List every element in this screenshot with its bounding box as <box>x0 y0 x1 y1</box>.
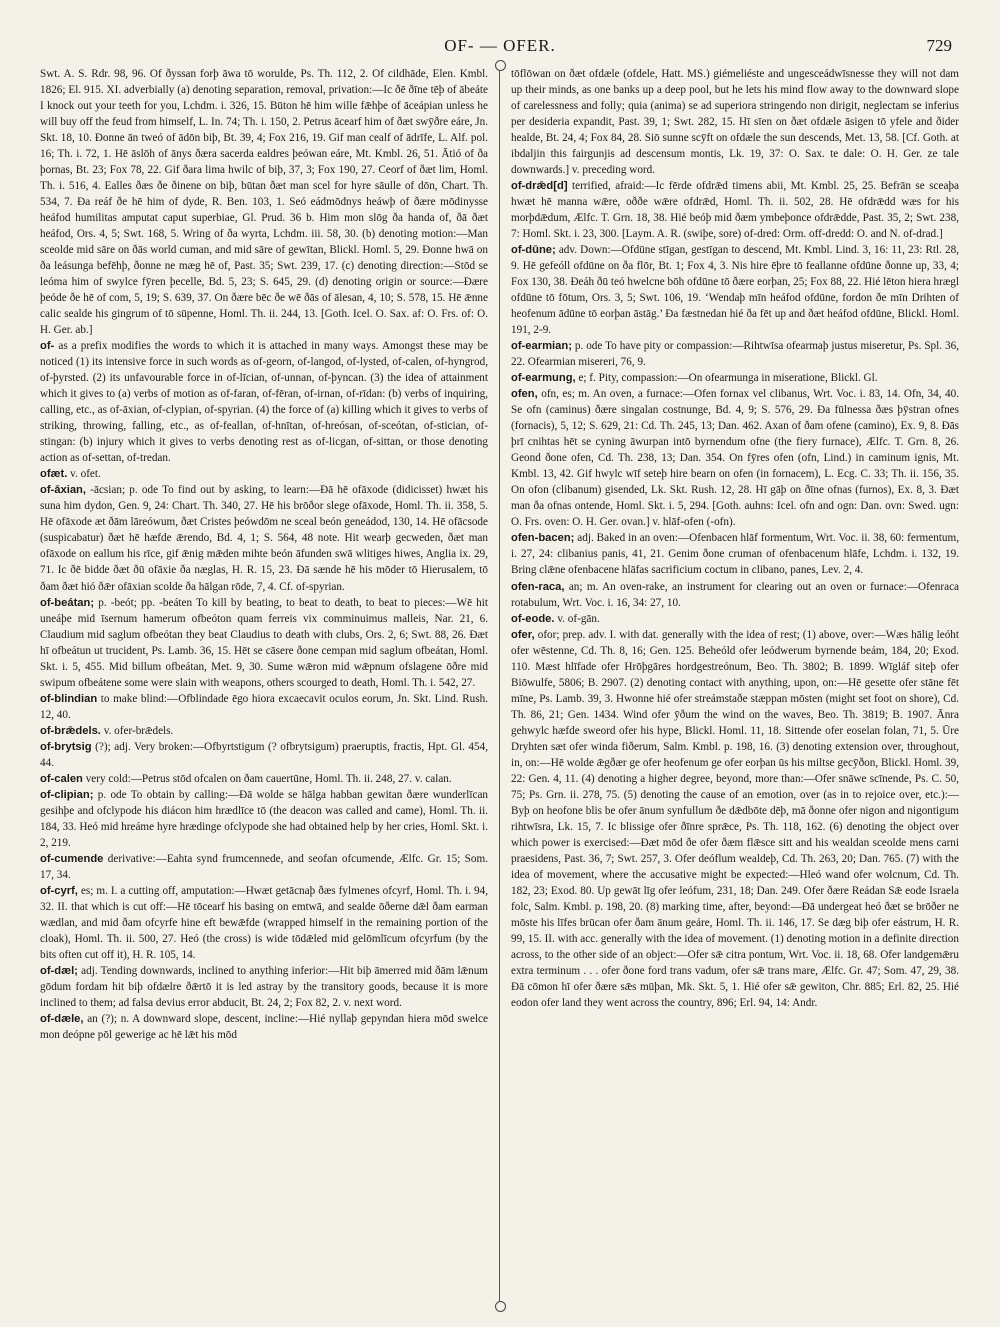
entry-headword: ofen, <box>511 388 538 401</box>
dictionary-entry <box>511 579 959 611</box>
entry-definition: as a prefix modifies the words to which it is attached in many ways. Amongst these may be noticed (1) its intensive force in such words as of-georn, of-langod, of-lysted, of-calen, of-hyngrod, of-þyrsted. (2) its unfavourable force in of-līcian, of-unnan, of-þyncan. (3) the idea of attainment which it gives to (a) verbs of motion as of-faran, of-fēran, of-irnan, of-rīdan: (b) verbs of inquiring, calling, etc., as of-āxian, of-clypian, of-spyrian. (4) the force of (a) killing which it gives to verbs of striking, throwing, falling, etc., as of-feallan, of-hnītan, of-hreósan, of-sceótan, of-stician, of-stingan: (b) injury which it gives to verbs denoting rest as of-licgan, of-sittan, or those denoting action as of-settan, of-tredan. <box>40 340 488 465</box>
entry-definition: an; m. An oven-rake, an instrument for clearing out an oven or furnace:—Ofenraca rotabulum, Wrt. Voc. i. 16, 34: 27, 10. <box>511 580 959 609</box>
dictionary-entry <box>40 787 488 851</box>
dictionary-entry <box>40 739 488 771</box>
entry-headword: of-eode. <box>511 612 555 625</box>
entry-headword: of-cyrf, <box>40 884 78 897</box>
entry-definition: terrified, afraid:—Ic fērde ofdrǣd timens abii, Mt. Kmbl. 25, 25. Befrān se sceaþa hwæt hē manna wǣre, oððe wǣre ofdrǣd, Homl. Th. ii. 502, 28. Hē ofdrǣdd wæs for his morþdǣdum, Ælfc. T. Grn. 18, 38. Hié beóþ mid ðæm ymbeþonce ofdrǣdde, Past. 35, 2; Swt. 238, 7: Homl. Skt. i. 23, 300. [Laym. A. R. (swiþe, sore) of-dred: Orm. off-dredd: O. and N. of-drad.] <box>511 180 959 241</box>
entry-headword: of-drǣd[d] <box>511 180 568 193</box>
dictionary-entry <box>40 66 488 338</box>
dictionary-entry <box>40 883 488 963</box>
entry-definition: p. ode To obtain by calling:—Ðā wolde se hālga habban gewitan ðære wunderlīcan gesihþe and ofclypode his diácon him hrædlīce tō (the deacon was called and came), Homl. Th. ii. 184, 33. Heó mid hreáme hyre hrædinge ofclypode she had obtained help by her cries, Homl. Skt. i. 2, 219. <box>40 788 488 849</box>
entry-headword: of-earmung, <box>511 372 576 385</box>
entry-headword: of-cumende <box>40 852 104 865</box>
entry-headword: ofer, <box>511 628 535 641</box>
dictionary-entry <box>511 611 959 627</box>
entry-definition: to make blind:—Ofblindade ēgo hiora excaecavit oculos eorum, Jn. Skt. Lind. Rush. 12, 40. <box>40 692 489 721</box>
dictionary-entry <box>40 595 488 691</box>
entry-definition: ofor; prep. adv. I. with dat. generally with the idea of rest; (1) above, over:—Wæs hālig leóht ofer wēstenne, Cd. Th. 8, 16; Gen. 125. Beheóld ofer leódwerum byrnende beám, 184, 20; Exod. 110. Mæst hlīfade ofer Hrōþgāres hordgestreónum, Beo. Th. 3802; B. 1899. Wīgláf siteþ ofer Biōwulfe, 5806; B. 2907. (2) denoting contact with anything, upon, on:—Hē gesette ofer stāne fēt mīne, Ps. Lamb. 39, 3. Hwonne hié ofer streámstaðe stæppan mōsten (might set foot on shore), Cd. Th. 86, 21; Gen. 1434. Wind ofer ȳðum the wind on the waves, Beo. Th. 3819; B. 1907. Ānra gehwylc hæfde sweord ofer his hype, Blickl. Homl. 11, 18. Sittende ofer eoselan folan, 71, 5. Ūre Dryhten sæt ofer winda fiðerum, Salm. Kmbl. p. 198, 16. (3) denoting extension over, throughout, in, on:—Hē wolde ǣgðær ge ofer heofenum ge ofer eorþan ūs his miltse gecȳðon, Blickl. Homl. 39, 22: Gen. 4, 11. (4) denoting a higher degree, beyond, more than:—Ofer snāwe scīnende, Ps. C. 50, 75; Ps. Grn. ii. 278, 75. (5) denoting the cause of an emotion, over (as in to rejoice over, etc.):—Byþ on heofone blis be ofer ānum synfullum ðe dǣdbōte dēþ, mā ðonne ofer nigon and nigontigum rihtwīsra, Lk. 15, 7. Ic blissige ofer ðīnre sprǣce, Ps. Th. 118, 162. (6) denoting the object over which power is exercised:—Ðæt mōd ðe ofer ðæm flǣsce sitt and his wealdan sceolde mens carni praesidens, Past. 36, 7; Swt. 257, 3. Ofer deóflum wealdeþ, Cd. Th. 263, 20; Dan. 765. (7) with the idea of movement, where the accusative might be expected:—Hleó wand ofer wolcnum, Cd. Th. 182, 23; Exod. 80. Up gewāt līg ofer leófum, 231, 18; Dan. 249. Ofer ðære Reádan Sǣ eode Israela folc, Salm. Kmbl. p. 198, 20. (8) marking time, after, beyond:—Ðā undergeat heó ðæt se brōðer ne mōste his līfes brūcan ofer ðam ānum geáre, Homl. Th. ii. 146, 17. Se dæg biþ ofer eástrum, H. R. 99, 15. II. with acc. generally with the idea of movement. (1) denoting motion in a definite direction across, to the other side of an object:—Ofer sǣ citra pontum, Wrt. Voc. ii. 18, 68. Ofer landgemǣru extra terminum . . . ofer ðone ford trans vadum, ofer sǣ trans mare, Ælfc. Gr. 47; Som. 47, 29, 38. Ðā cōmon hī ofer ðære sǣs mūþan, Mk. Skt. 5, 1. Hié ofer sǣ gewiton, Chr. 885; Erl. 82, 25. Hié eodon ofer land they went across the country, 896; Erl. 94, 14: Andr. <box>511 628 959 1009</box>
entry-headword: of-brǣdels. <box>40 724 101 737</box>
dictionary-entry <box>40 482 488 594</box>
entry-definition: adv. Down:—Ofdūne stīgan, gestīgan to descend, Mt. Kmbl. Lind. 3, 16: 11, 23: Rtl. 28, 9. Hē gefeóll ofdūne on ða flōr, Bt. 1; Fox 4, 3. Nis hire ēþre tō feallanne ofdūne ðonne up, 33, 4; Fox 130, 38. Ðeáh ðū teó hwelcne bōh ofdūne tō ðære eorþan, 25; Fox 88, 22. Hié lēton hiera hrægl ofdūne tō fōtum, Ors. 3, 5; Swt. 106, 19. ‘Wendaþ mīn heáfod ofdūne, fordon ðe mīn Drihten of heofenum ādūne tō eorþan āstāg.’ Ða fæstnedan hié ða fēt up and ðæt heáfod ofdūne, Blickl. Homl. 191, 2-9. <box>511 244 959 337</box>
dictionary-entry <box>40 963 488 1011</box>
entry-definition: es; m. I. a cutting off, amputation:—Hwæt getācnaþ ðæs fylmenes ofcyrf, Homl. Th. i. 94, 32. II. that which is cut off:—Hē tōcearf his basing on emtwā, and sealde ōðerne dǣl ðam earman wædlan, and mid ðam ofcyrfe hine eft bewǣfde (wrapped himself in the remaining portion of the cloak), Homl. Th. ii. 500, 27. Heó (the cross) is wide tōdǣled mid gelōmlīcum ofcyrfum (by the bits often cut off it), H. R. 105, 14. <box>40 884 488 961</box>
entry-headword: of-āxian, <box>40 484 87 497</box>
dictionary-entry <box>511 178 959 242</box>
dictionary-entry <box>511 627 959 1011</box>
entry-headword: of-dæl; <box>40 964 78 977</box>
entry-headword: of-calen <box>40 772 83 785</box>
dictionary-entry <box>40 1011 488 1043</box>
entry-definition: very cold:—Petrus stōd ofcalen on ðam cauertūne, Homl. Th. ii. 248, 27. v. calan. <box>85 772 452 785</box>
entry-headword: ofen-bacen; <box>511 532 575 545</box>
dictionary-columns <box>40 66 960 1306</box>
entry-headword: ofen-raca, <box>511 580 565 593</box>
dictionary-entry <box>511 386 959 530</box>
dictionary-entry <box>511 530 959 578</box>
dictionary-entry <box>40 338 488 466</box>
entry-headword: of-beátan; <box>40 596 95 609</box>
running-head: OF- — OFER. <box>444 36 556 55</box>
entry-definition: adj. Baked in an oven:—Ofenbacen hlāf formentum, Wrt. Voc. ii. 38, 60: fermentum, i. 27, 24: clibanius panis, 41, 21. Genim ðone cruman of ofenbacenum hlāfe, Lchdm. i. 132, 19. Bring clǣne ofenbacene hlāfas sacrificium coctum in clibano, panes, Lev. 2, 4. <box>511 532 959 577</box>
dictionary-entry <box>511 66 959 178</box>
entry-definition: v. ofer-brǣdels. <box>103 724 174 737</box>
entry-definition: (?); adj. Very broken:—Ofbyrtstigum (? ofbrytsigum) praeruptis, fractis, Hpt. Gl. 454, 44. <box>40 740 488 769</box>
entry-definition: -ācsian; p. ode To find out by asking, to learn:—Ðā hē ofāxode (didicisset) hwæt his suna him dydon, Gen. 9, 24: Chart. Th. 340, 27. Hē his brōðor slege ofāxode, Homl. Th. ii. 358, 5. Hē ofāxode æt ðām lāreówum, ðæt Cristes þeówdōm ne sceal beón geneádod, 130, 14. Hē ofācsode (suspicabatur) ðæt hē hæfde ǣrendo, Bd. 4, 1; S. 564, 48 note. Hit wearþ gecweden, ðæt man ofāxode on eallum his rīce, gif ǣnig mǣden mihte beón āfunden swā wlitiges hiwes, Anglia ix. 29, 71. Ic ðē bidde ðæt ðū ofāxie ða næglas, H. R. 15, 23. Ðā sænde hē his mōder tō Hierusalem, tō ðam ðæt hió ðǣr ofāxian scolde ða hālgan rōde, 7, 4. Cf. of-spyrian. <box>40 484 488 593</box>
entry-definition: p. ode To have pity or compassion:—Rihtwīsa ofearmaþ justus miseretur, Ps. Spl. 36, 22. Ofearmian misereri, 76, 9. <box>511 340 959 369</box>
entry-headword: of-brytsig <box>40 740 92 753</box>
entry-definition: adj. Tending downwards, inclined to anything inferior:—Hit biþ āmerred mid ðām lǣnum gōdum fordam hit biþ ofdælre ðǣrtō it is led astray by the transitory goods, because it is more inclined to them; ad falsa devius error abducit, Bt. 24, 2; Fox 82, 2. v. next word. <box>40 964 489 1009</box>
entry-headword: of-dæle, <box>40 1012 84 1025</box>
entry-headword: of-blindian <box>40 692 98 705</box>
entry-definition: v. ofet. <box>70 468 101 481</box>
entry-headword: of-earmian; <box>511 340 572 353</box>
entry-headword: ofæt. <box>40 468 68 481</box>
entry-headword: of-dūne; <box>511 244 556 257</box>
right-column <box>500 66 959 1306</box>
dictionary-entry <box>511 370 959 386</box>
page-number: 729 <box>926 36 952 55</box>
entry-definition: v. of-gān. <box>557 612 600 625</box>
entry-headword: of-clipian; <box>40 788 94 801</box>
entry-definition: ofn, es; m. An oven, a furnace:—Ofen fornax vel clibanus, Wrt. Voc. i. 83, 14. Ofn, 34, 40. Se ofn (caminus) ðære singalan costnunge, Bd. 4, 9; S. 576, 29. Ða fūlnessa ðæs þȳstran ofnes (fornacis), 5, 12; S. 629, 21: Cd. Th. 245, 13; Dan. 462. Axan of ðam ofene (camino), Ex. 9, 8. Ðās þrī cnihtas hēt se cyning āwurpan intō byrnendum ofne (the fiery furnace), Ælfc. T. Grn. 8, 26. Geond ðone ofen, Cd. Th. 238, 13; Dan. 354. On fȳres ofen (ofn, Lind.) in caminum ignis, Mt. Kmbl. 13, 42. Gif hwylc wīf seteþ hire bearn on ofen (in fornacem), L. Ecg. C. 33; Th. ii. 156, 35. On ofon (clibanum) gisended, Lk. Skt. Rush. 12, 28. Hī gāþ on ðīne ofnas (furnos), Ex. 8, 3. Ðæt man ða ofnas ontende, Homl. Skt. i. 5, 294. [Goth. auhns: Icel. ofn and ogn: Dan. ovn: Swed. ugn: O. Frs. oven: O. H. Ger. ovan.] v. hlāf-ofen (-ofn). <box>511 388 959 529</box>
entry-headword: of- <box>40 340 55 353</box>
entry-definition: an (?); n. A downward slope, descent, incline:—Hié nyllaþ gepyndan hiera mōd swelce mon deópne pōl gewerige ac hē lǣt his mōd <box>40 1012 488 1041</box>
dictionary-entry <box>40 851 488 883</box>
dictionary-entry <box>40 691 488 723</box>
dictionary-entry <box>40 771 488 787</box>
dictionary-entry <box>40 466 488 482</box>
entry-definition: derivative:—Eahta synd frumcennede, and seofan ofcumende, Ælfc. Gr. 15; Som. 17, 34. <box>40 852 488 881</box>
dictionary-entry <box>511 242 959 338</box>
page-header <box>40 30 960 60</box>
column-divider <box>499 66 500 1306</box>
entry-definition: e; f. Pity, compassion:—On ofearmunga in miseratione, Blickl. Gl. <box>578 372 878 385</box>
dictionary-entry <box>40 723 488 739</box>
entry-definition: tōflōwan on ðæt ofdæle (ofdele, Hatt. MS.) giémeliéste and ungesceádwīsnesse they will not dam up their minds, as one banks up a deep pool, but he lets his mind flow away to the downward slope of carelessness and folly; quia (anima) se ad superiora stringendo non dirigit, neglectam se inferius per desideria expandit, Past. 39, 1; Swt. 282, 15. Hī sīen on ðæt ofdæle āsigen tō yfele and ðider healde, Bt. 24, 4; Fox 84, 28. Siō sunne scȳft on ofdæle the sun descends, Met. 13, 58. [Cf. Goth. at ibdaljin this fairgunjis ad descensum montis, Lk. 19, 37: O. Sax. te dale: O. H. Ger. ze tale downwards.] v. preceding word. <box>511 68 959 177</box>
left-column <box>40 66 499 1306</box>
dictionary-entry <box>511 338 959 370</box>
entry-definition: Swt. A. S. Rdr. 98, 96. Of ðyssan forþ āwa tō worulde, Ps. Th. 112, 2. Of cildhāde, Elen. Kmbl. 1826; El. 915. XI. adverbially (a) denoting separation, removal, privation:—Ic ðē ðīne tēþ of ābeáte I knock out your teeth for you, Lchdm. i. 326, 15. Būton hē him wille fǣhþe of āceápian unless he will buy off the feud from himself, L. In. 74; Th. i. 150, 2. Petrus ācearf him of ðæt swȳðre eáre, Jn. Skt. 18, 10. Ðonne ān tweó of ādōn biþ, Bt. 39, 4; Fox 216, 19. Gif man cealf of ādrīfe, L. Alf. pol. 16; Th. i. 72, 1. Hē āslōh of ānys ðæra sacerda ealdres þeówan eáre, Mt. Kmbl. 26, 51. Ātió of ða þornas, Bt. 23; Fox 78, 22. Gif ðara lima hwilc of biþ, 37, 3; Fox 190, 27. Ceorf of ðæt lim, Homl. Th. i. 516, 4. Ealles ðæs ðe ðinene on biþ, būtan ðæt man scel for hyre sāulle of dōn, Chart. Th. 534, 7. Ða reáf ðe hē him of dyde, R. Ben. 103, 1. Seó eádmōdnys heáwþ of ðære mōdinysse heáfod humilitas amputat caput superbiae, Gl. Prud. 36 b. Him mon slōg ða handa of, ðā ðæt heáfod, Ors. 4, 5; Swt. 168, 5. Wring of ða wyrta, Lchdm. iii. 58, 30. (b) denoting motion:—Man sceolde mid sāre on ðās world cuman, and mid sāre of gewītan, Blickl. Homl. 5, 29. Ðonne hwā on ða leásunga befēhþ, ðonne ne mæg hē of, Past. 35; Swt. 239, 17. (c) denoting direction:—Stōd se leóma him of swylce fȳren þecelle, Bd. 5, 23; S. 645, 29. (d) denoting origin or source:—Ðære þeóde ðe hē of com, 5, 19; S. 639, 37. On ðære bēc ðe wē ðās of ālesan, 4, 10; S. 578, 15. Hē ǣnne calic sealde his gingrum of tō sūpenne, Homl. Th. ii. 244, 13. [Goth. Icel. O. Sax. af: O. Frs. of: O. H. Ger. ab.] <box>40 68 488 337</box>
entry-definition: p. -beót; pp. -beáten To kill by beating, to beat to death, to beat to pieces:—Wē hit uneáþe mid īsernum hamerum ofbeóton quam ferreis vix comminuimus malleis, Nar. 21, 6. Claudium mid saglum ofbeótan they beat Claudius to death with clubs, Ors. 2, 6; Swt. 88, 26. Ðæt hī ofbeátun ut trucident, Ps. Lamb. 36, 15. Hēt se cāsere ðone cempan mid saglum ofbeátan, Homl. Skt. i. 5, 455. Mid billum ofbeátan, Met. 9, 30. Sume wǣron mid wǣpnum ofslagene ōðre mid swipum ofbeátene some were slain with weapons, others scourged to death, Homl. Th. i. 542, 27. <box>40 596 488 689</box>
